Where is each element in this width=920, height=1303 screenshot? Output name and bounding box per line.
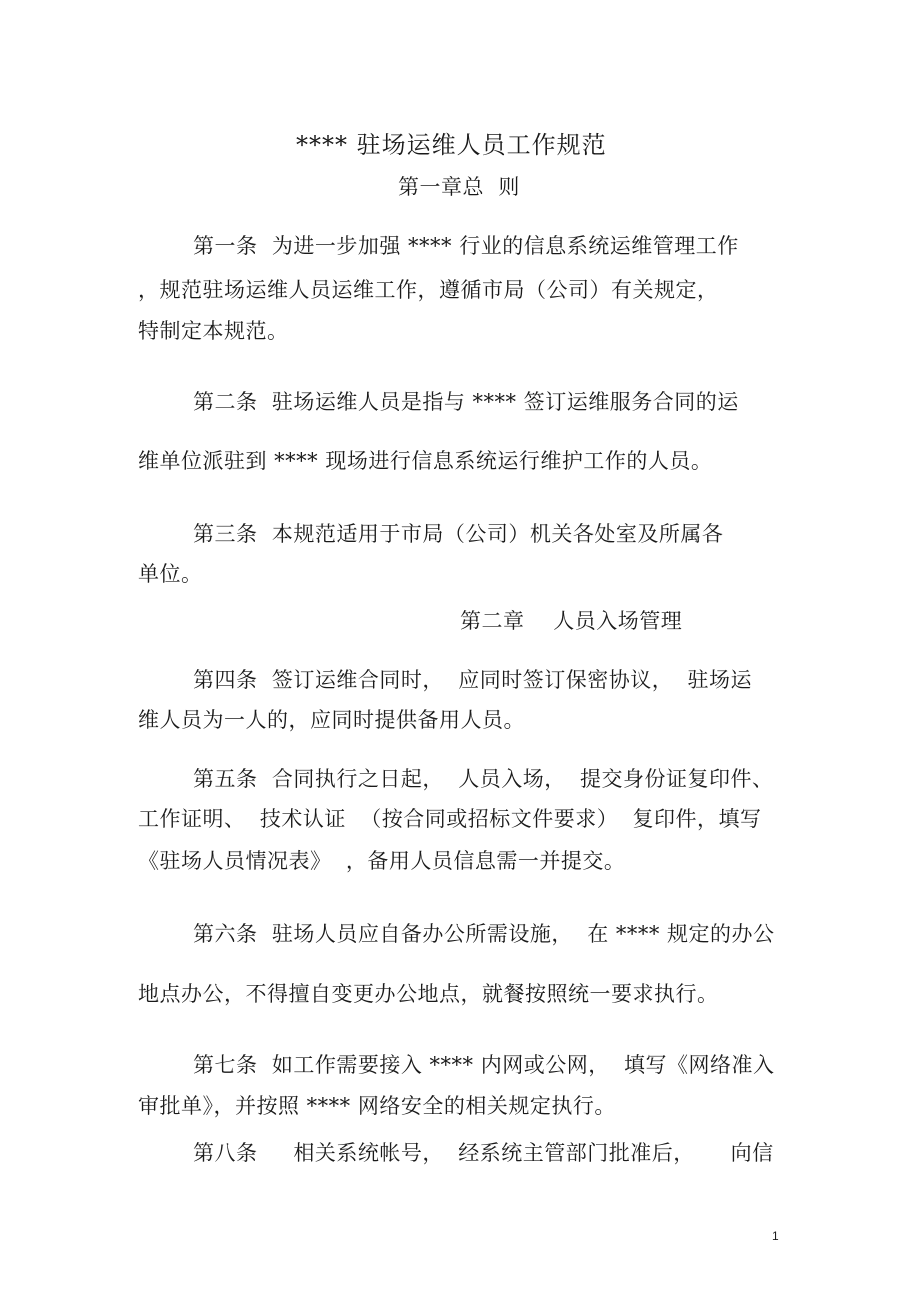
document-title: **** 驻场运维人员工作规范 xyxy=(296,131,607,159)
article-8-line-1: 第八条 相关系统帐号， 经系统主管部门批准后， 向信 xyxy=(193,1141,774,1165)
article-7-line-2: 审批单》，并按照 **** 网络安全的相关规定执行。 xyxy=(138,1094,616,1118)
article-4-line-2: 维人员为一人的，应同时提供备用人员。 xyxy=(138,708,525,732)
page-number: 1 xyxy=(772,1229,779,1243)
article-3-line-1: 第三条 本规范适用于市局（公司）机关各处室及所属各 xyxy=(193,522,724,546)
article-1-line-2: ，规范驻场运维人员运维工作，遵循市局（公司）有关规定， xyxy=(138,278,719,302)
article-2-line-2: 维单位派驻到 **** 现场进行信息系统运行维护工作的人员。 xyxy=(138,449,713,473)
article-1-line-3: 特制定本规范。 xyxy=(138,319,289,343)
article-6-line-1: 第六条 驻场人员应自备办公所需设施， 在 **** 规定的办公 xyxy=(193,922,775,946)
chapter-1-heading: 第一章总 则 xyxy=(398,175,520,199)
article-3-line-2: 单位。 xyxy=(138,562,203,586)
article-4-line-1: 第四条 签订运维合同时， 应同时签订保密协议， 驻场运 xyxy=(193,668,753,692)
chapter-2-heading: 第二章 人员入场管理 xyxy=(460,609,683,633)
article-5-line-1: 第五条 合同执行之日起， 人员入场， 提交身份证复印件、 xyxy=(193,767,774,791)
article-2-line-1: 第二条 驻场运维人员是指与 **** 签订运维服务合同的运 xyxy=(193,390,739,414)
article-5-line-3: 《驻场人员情况表》 ，备用人员信息需一并提交。 xyxy=(138,849,626,873)
article-5-line-2: 工作证明、 技术认证 （按合同或招标文件要求） 复印件，填写 xyxy=(138,807,762,831)
article-6-line-2: 地点办公，不得擅自变更办公地点，就餐按照统一要求执行。 xyxy=(138,982,719,1006)
article-1-line-1: 第一条 为进一步加强 **** 行业的信息系统运维管理工作 xyxy=(193,234,739,258)
article-7-line-1: 第七条 如工作需要接入 **** 内网或公网， 填写《网络准入 xyxy=(193,1053,775,1077)
